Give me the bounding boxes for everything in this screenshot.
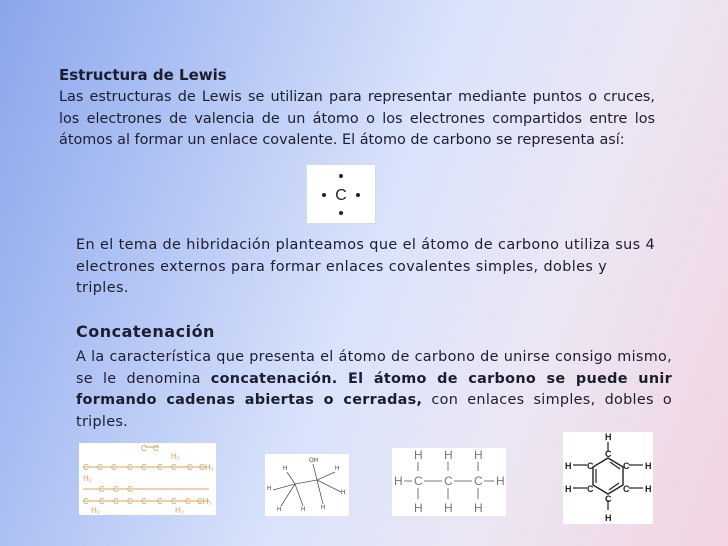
concatenation-title: Concatenación: [76, 322, 215, 341]
svg-text:C: C: [141, 463, 147, 472]
svg-text:H: H: [565, 461, 572, 471]
concatenation-bold-text: concatenación. El átomo de carbono se puede unir formando cadenas abiertas o cerradas,: [76, 370, 672, 408]
alcohol-structure-image: [265, 454, 349, 516]
svg-text:H: H: [605, 513, 612, 523]
svg-text:C: C: [623, 461, 630, 471]
svg-text:C: C: [474, 474, 483, 488]
svg-text:H: H: [335, 466, 340, 472]
svg-text:H: H: [645, 461, 652, 471]
svg-text:C: C: [605, 494, 612, 504]
svg-text:C: C: [587, 461, 594, 471]
lewis-title: Estructura de Lewis: [59, 66, 227, 84]
svg-text:C: C: [97, 463, 103, 472]
svg-text:C: C: [127, 485, 133, 494]
svg-text:H: H: [277, 507, 282, 513]
svg-text:C: C: [113, 485, 119, 494]
svg-text:H: H: [283, 466, 288, 472]
svg-text:C: C: [171, 497, 177, 506]
svg-text:C: C: [127, 463, 133, 472]
svg-text:C: C: [185, 497, 191, 506]
svg-text:H: H: [474, 501, 483, 515]
svg-text:H: H: [444, 501, 453, 515]
svg-text:CH₃: CH₃: [199, 463, 214, 472]
lewis-carbon-image: [306, 164, 376, 224]
svg-text:C: C: [83, 497, 89, 506]
svg-text:C: C: [171, 463, 177, 472]
svg-text:OH: OH: [309, 458, 318, 464]
svg-text:H: H: [565, 484, 572, 494]
svg-text:H₂: H₂: [83, 474, 92, 483]
svg-text:CH₃: CH₃: [197, 497, 212, 506]
svg-text:C: C: [83, 463, 89, 472]
svg-text:H: H: [414, 448, 423, 462]
svg-text:C: C: [414, 474, 423, 488]
svg-text:H: H: [321, 505, 326, 511]
svg-text:C: C: [99, 485, 105, 494]
benzene-structure-image: [563, 432, 653, 524]
svg-text:C: C: [113, 497, 119, 506]
svg-text:H: H: [301, 507, 306, 513]
svg-text:H: H: [341, 490, 346, 496]
propane-structure-image: [392, 448, 506, 516]
svg-text:C: C: [141, 497, 147, 506]
lewis-paragraph: Las estructuras de Lewis se utilizan para representar mediante puntos o cruces, los electrones de valencia de un átomo o los electrones compartidos entre los átomos al formar un enlace covalente. El átomo de carbono se representa así:: [59, 89, 655, 148]
svg-text:C: C: [623, 484, 630, 494]
svg-text:H: H: [474, 448, 483, 462]
svg-text:C: C: [99, 497, 105, 506]
svg-text:C: C: [587, 484, 594, 494]
svg-text:C: C: [141, 444, 147, 453]
svg-text:C: C: [153, 444, 159, 453]
svg-text:C: C: [111, 463, 117, 472]
svg-text:H: H: [605, 432, 612, 442]
svg-text:H: H: [414, 501, 423, 515]
svg-text:C: C: [605, 449, 612, 459]
svg-text:H: H: [394, 474, 403, 488]
carbon-chain-image: [79, 443, 216, 515]
concatenation-text-end: con enlaces simples, dobles o triples.: [76, 392, 673, 430]
svg-text:H: H: [645, 484, 652, 494]
svg-text:H₂: H₂: [171, 452, 180, 461]
svg-text:C: C: [127, 497, 133, 506]
svg-text:H: H: [444, 448, 453, 462]
svg-text:C: C: [157, 497, 163, 506]
concatenation-paragraph: [76, 347, 672, 433]
concatenation-text-start: A la característica que presenta el átomo de carbono de unirse consigo mismo, se le denomina: [76, 349, 672, 387]
svg-text:H: H: [496, 474, 505, 488]
svg-text:C: C: [444, 474, 453, 488]
svg-text:H: H: [267, 486, 272, 492]
carbon-symbol: C: [335, 187, 347, 204]
svg-text:H₂: H₂: [175, 506, 184, 515]
svg-text:C: C: [157, 463, 163, 472]
hybridization-paragraph: En el tema de hibridación planteamos que el átomo de carbono utiliza sus 4 electrones externos para formar enlaces covalentes simples, dobles y triples.: [76, 237, 656, 296]
svg-text:C: C: [187, 463, 193, 472]
svg-text:H₂: H₂: [91, 506, 100, 515]
